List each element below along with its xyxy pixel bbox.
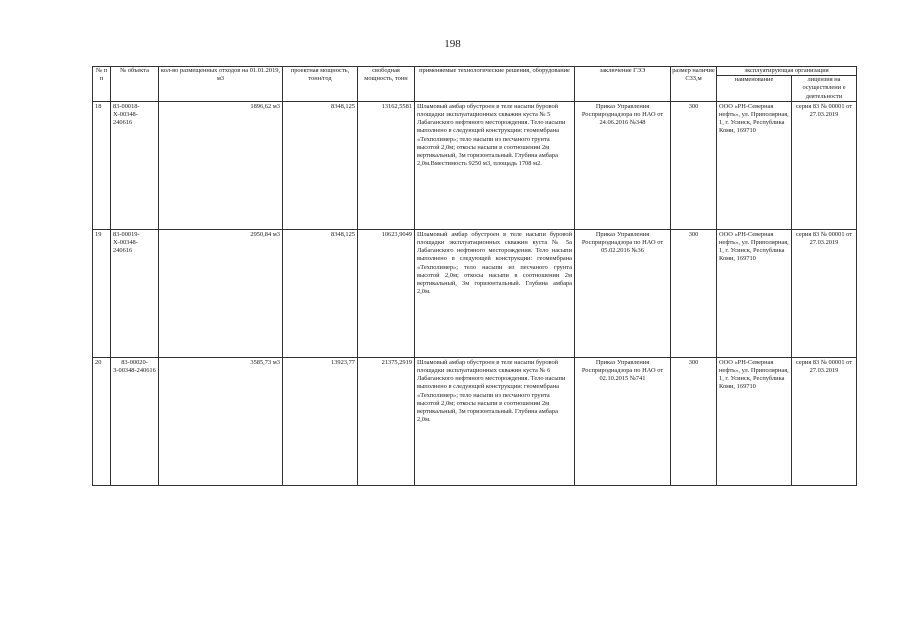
cell-num: 19 <box>93 229 111 357</box>
header-waste-amount: кол-во размещенных отходов на 01.01.2019, м3 <box>159 67 283 102</box>
header-operator-name: наименование <box>717 76 792 102</box>
cell-design-capacity: 8348,125 <box>283 101 358 229</box>
header-technology: применяемые технологические решения, оборудование <box>415 67 575 102</box>
table-row <box>93 357 857 485</box>
cell-operator-name: ООО «РН-Северная нефть», ул. Приполярная, 1, г. Усинск, Республика Коми, 169710 <box>717 229 792 357</box>
cell-technology: Шламовый амбар обустроен в теле насыпи буровой площадки эксплуатационных скважин куста № 6 Лабаганского нефтяного месторождения. Тело насыпи выполнено в следующей конструкции: геомембрана «Техполимер»; тело насыпи из песчаного грунта высотой 2,0м; откосы насыпи в соотношении 2м вертикальный, 3м горизонтальный. Глубина амбара 2,0м. <box>415 357 575 485</box>
header-design-capacity: проектная мощность, тонн/год <box>283 67 358 102</box>
cell-free-capacity: 21375,2919 <box>358 357 415 485</box>
cell-gee-conclusion: Приказ Управления Росприроднадзора по НАО от 02.10.2015 №741 <box>575 357 671 485</box>
cell-license: серия 83 № 00001 от 27.03.2019 <box>792 357 857 485</box>
header-operator-group: эксплуатирующая организация <box>717 67 857 76</box>
cell-waste-amount: 3585,73 м3 <box>159 357 283 485</box>
cell-operator-name: ООО «РН-Северная нефть», ул. Приполярная, 1, г. Усинск, Республика Коми, 169710 <box>717 357 792 485</box>
cell-num: 18 <box>93 101 111 229</box>
cell-gee-conclusion: Приказ Управления Росприроднадзора по НАО от 05.02.2016 №36 <box>575 229 671 357</box>
page-number: 198 <box>444 38 461 50</box>
header-object-no: № объекта <box>111 67 159 102</box>
cell-object-no: 83-00020-З-00348-240616 <box>111 357 159 485</box>
cell-object-no: 83-00018-Х-00348-240616 <box>111 101 159 229</box>
header-szz-size: размер наличие СЗЗ,м <box>671 67 717 102</box>
cell-gee-conclusion: Приказ Управления Росприроднадзора по НАО от 24.06.2016 №348 <box>575 101 671 229</box>
cell-design-capacity: 8348,125 <box>283 229 358 357</box>
header-free-capacity: свободная мощность, тонн <box>358 67 415 102</box>
header-license: лицензия на осуществлени е деятельности <box>792 76 857 102</box>
cell-num: 20 <box>93 357 111 485</box>
cell-szz-size: 300 <box>671 357 717 485</box>
cell-technology: Шламовый амбар обустроен в теле насыпи буровой площадки эксплуатационных скважин куста № 5а Лабаганского нефтяного месторождения. Тело насыпи выполнено в следующей конструкции: геомембрана «Техполимер»; тело насыпи из песчаного грунта высотой 2,0м; откосы насыпи в соотношении 2м вертикальный, 3м горизонтальный. Глубина амбара 2,0м. <box>415 229 575 357</box>
waste-facilities-table <box>92 66 857 486</box>
header-row-top <box>93 67 857 76</box>
table-row <box>93 101 857 229</box>
cell-szz-size: 300 <box>671 229 717 357</box>
cell-license: серия 83 № 00001 от 27.03.2019 <box>792 101 857 229</box>
cell-waste-amount: 2950,84 м3 <box>159 229 283 357</box>
table-row <box>93 229 857 357</box>
cell-license: серия 83 № 00001 от 27.03.2019 <box>792 229 857 357</box>
cell-szz-size: 300 <box>671 101 717 229</box>
header-gee-conclusion: заключение ГЭЭ <box>575 67 671 102</box>
cell-free-capacity: 10623,9049 <box>358 229 415 357</box>
cell-waste-amount: 1896,62 м3 <box>159 101 283 229</box>
cell-technology: Шламовый амбар обустроен в теле насыпи буровой площадки эксплуатационных скважин куста № 5 Лабаганского нефтяного месторождения. Тело насыпи выполнено в следующей конструкции: геомембрана «Техполимер»; тело насыпи из песчаного грунта высотой 2,0м; откосы насыпи в соотношении 2м вертикальный, 3м горизонтальный. Глубина амбара 2,0м.Вместимость 9250 м3, площадь 1708 м2. <box>415 101 575 229</box>
cell-free-capacity: 13162,5581 <box>358 101 415 229</box>
cell-operator-name: ООО «РН-Северная нефть», ул. Приполярная, 1, г. Усинск, Республика Коми, 169710 <box>717 101 792 229</box>
header-num: № п п <box>93 67 111 102</box>
cell-object-no: 83-00019-Х-00348-240616 <box>111 229 159 357</box>
cell-design-capacity: 13923,77 <box>283 357 358 485</box>
